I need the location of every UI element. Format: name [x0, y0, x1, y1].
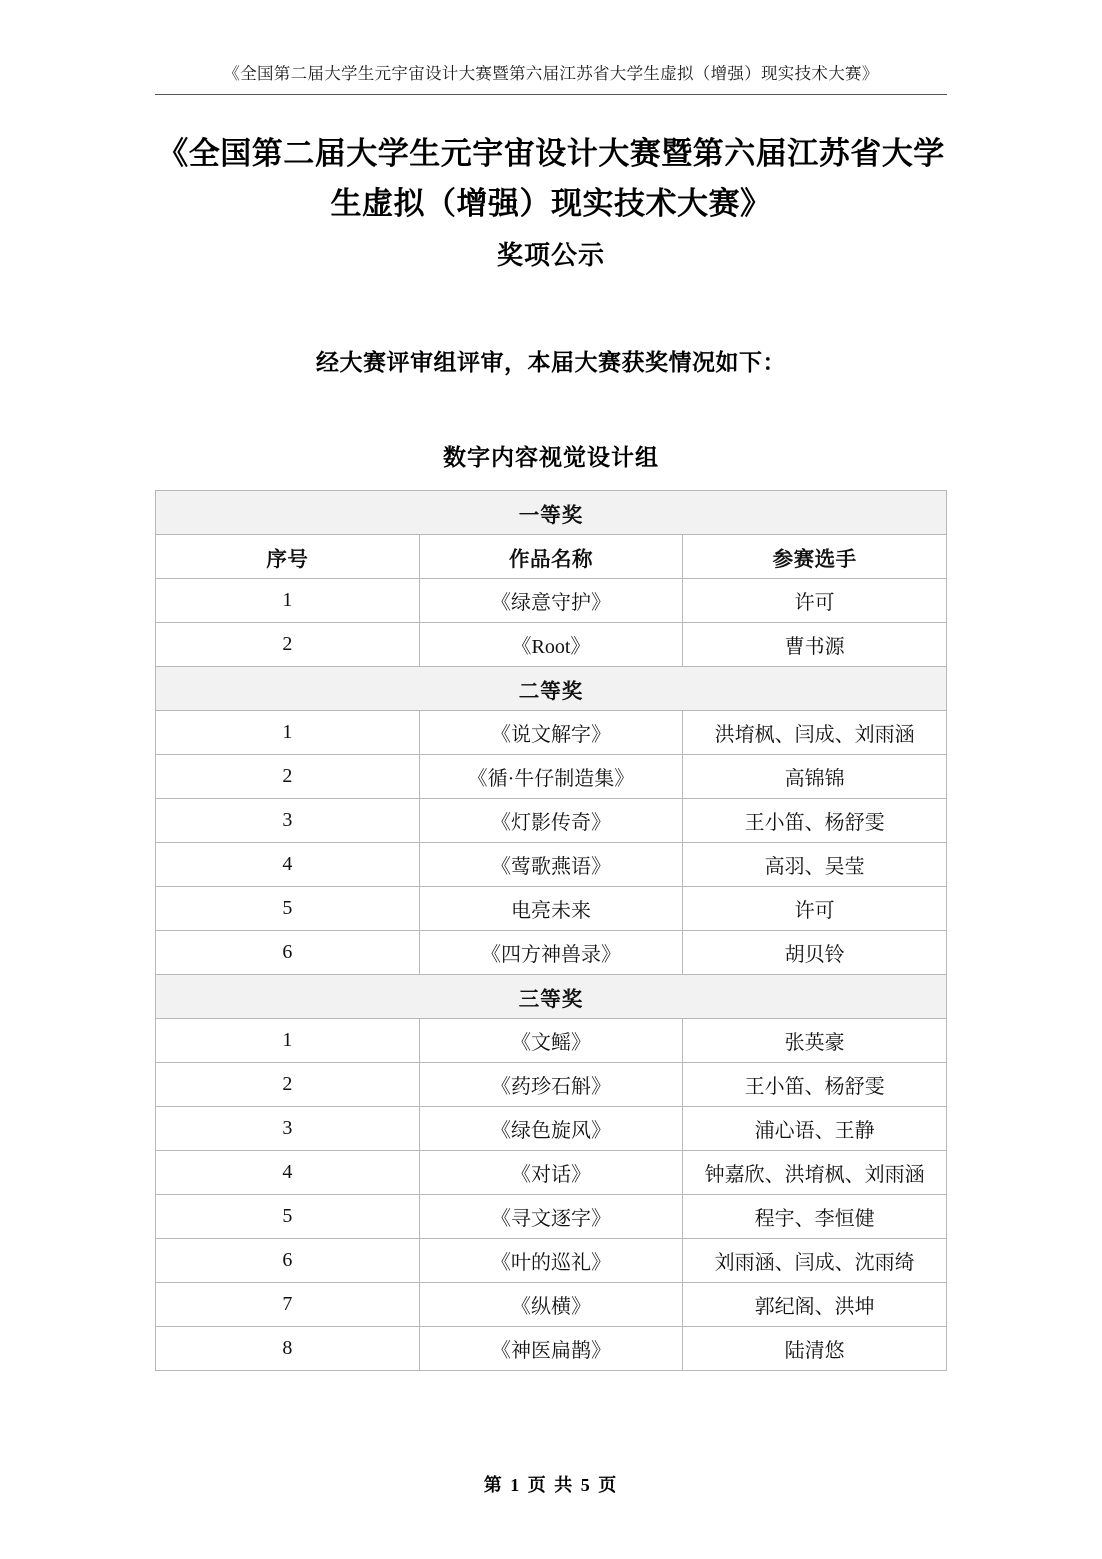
page-title-line-1: 《全国第二届大学生元宇宙设计大赛暨第六届江苏省大学 — [157, 136, 945, 171]
page-subtitle: 奖项公示 — [496, 241, 605, 271]
column-header-row — [156, 535, 947, 579]
table-row — [156, 1019, 947, 1063]
table-row — [156, 755, 947, 799]
page-title — [155, 129, 947, 229]
cell-no: 6 — [156, 1239, 420, 1283]
table-row — [156, 931, 947, 975]
cell-person: 程宇、李恒健 — [683, 1195, 947, 1239]
cell-person: 郭纪阁、洪坤 — [683, 1283, 947, 1327]
cell-person: 曹书源 — [683, 623, 947, 667]
cell-person: 胡贝铃 — [683, 931, 947, 975]
column-header-no: 序号 — [156, 535, 420, 579]
cell-no: 2 — [156, 755, 420, 799]
table-row — [156, 1151, 947, 1195]
cell-person: 高锦锦 — [683, 755, 947, 799]
cell-work: 《循·牛仔制造集》 — [419, 755, 683, 799]
cell-no: 1 — [156, 579, 420, 623]
running-head: 《全国第二届大学生元宇宙设计大赛暨第六届江苏省大学生虚拟（增强）现实技术大赛》 — [223, 64, 879, 83]
awards-table — [155, 490, 947, 1371]
page-title-line-2: 生虚拟（增强）现实技术大赛》 — [330, 186, 772, 222]
cell-work: 《说文解字》 — [419, 711, 683, 755]
cell-no: 1 — [156, 1019, 420, 1063]
cell-no: 5 — [156, 1195, 420, 1239]
cell-work: 《药珍石斛》 — [419, 1063, 683, 1107]
cell-person: 高羽、吴莹 — [683, 843, 947, 887]
table-row — [156, 1283, 947, 1327]
cell-work: 《神医扁鹊》 — [419, 1327, 683, 1371]
cell-no: 3 — [156, 1107, 420, 1151]
cell-work: 《叶的巡礼》 — [419, 1239, 683, 1283]
table-row — [156, 1239, 947, 1283]
cell-work: 《四方神兽录》 — [419, 931, 683, 975]
cell-work: 《绿色旋风》 — [419, 1107, 683, 1151]
table-row — [156, 1063, 947, 1107]
award-band-row — [156, 491, 947, 535]
awards-table-body — [156, 491, 947, 1371]
cell-work: 《寻文逐字》 — [419, 1195, 683, 1239]
award-band-label: 一等奖 — [156, 491, 947, 535]
cell-no: 2 — [156, 1063, 420, 1107]
table-row — [156, 887, 947, 931]
cell-no: 1 — [156, 711, 420, 755]
cell-person: 陆清悠 — [683, 1327, 947, 1371]
award-band-row — [156, 975, 947, 1019]
cell-no: 6 — [156, 931, 420, 975]
cell-work: 电亮未来 — [419, 887, 683, 931]
table-row — [156, 1107, 947, 1151]
table-row — [156, 579, 947, 623]
cell-person: 钟嘉欣、洪堉枫、刘雨涵 — [683, 1151, 947, 1195]
table-row — [156, 1327, 947, 1371]
intro-paragraph: 经大赛评审组评审，本届大赛获奖情况如下： — [316, 350, 786, 376]
cell-person: 许可 — [683, 887, 947, 931]
award-band-label: 二等奖 — [156, 667, 947, 711]
cell-work: 《对话》 — [419, 1151, 683, 1195]
cell-no: 4 — [156, 1151, 420, 1195]
cell-work: 《Root》 — [419, 623, 683, 667]
award-band-row — [156, 667, 947, 711]
cell-work: 《绿意守护》 — [419, 579, 683, 623]
page-footer: 第 1 页 共 5 页 — [483, 1475, 619, 1495]
cell-person: 王小笛、杨舒雯 — [683, 799, 947, 843]
cell-work: 《灯影传奇》 — [419, 799, 683, 843]
cell-person: 洪堉枫、闫成、刘雨涵 — [683, 711, 947, 755]
cell-person: 许可 — [683, 579, 947, 623]
header-divider — [155, 94, 947, 95]
cell-no: 4 — [156, 843, 420, 887]
table-row — [156, 843, 947, 887]
table-row — [156, 799, 947, 843]
cell-person: 浦心语、王静 — [683, 1107, 947, 1151]
table-row — [156, 623, 947, 667]
column-header-work: 作品名称 — [419, 535, 683, 579]
cell-work: 《莺歌燕语》 — [419, 843, 683, 887]
award-band-label: 三等奖 — [156, 975, 947, 1019]
cell-person: 刘雨涵、闫成、沈雨绮 — [683, 1239, 947, 1283]
cell-no: 3 — [156, 799, 420, 843]
cell-work: 《纵横》 — [419, 1283, 683, 1327]
cell-work: 《文鳐》 — [419, 1019, 683, 1063]
column-header-person: 参赛选手 — [683, 535, 947, 579]
cell-no: 7 — [156, 1283, 420, 1327]
table-row — [156, 1195, 947, 1239]
cell-no: 8 — [156, 1327, 420, 1371]
cell-no: 5 — [156, 887, 420, 931]
table-row — [156, 711, 947, 755]
group-title: 数字内容视觉设计组 — [443, 445, 659, 471]
cell-no: 2 — [156, 623, 420, 667]
cell-person: 张英豪 — [683, 1019, 947, 1063]
cell-person: 王小笛、杨舒雯 — [683, 1063, 947, 1107]
